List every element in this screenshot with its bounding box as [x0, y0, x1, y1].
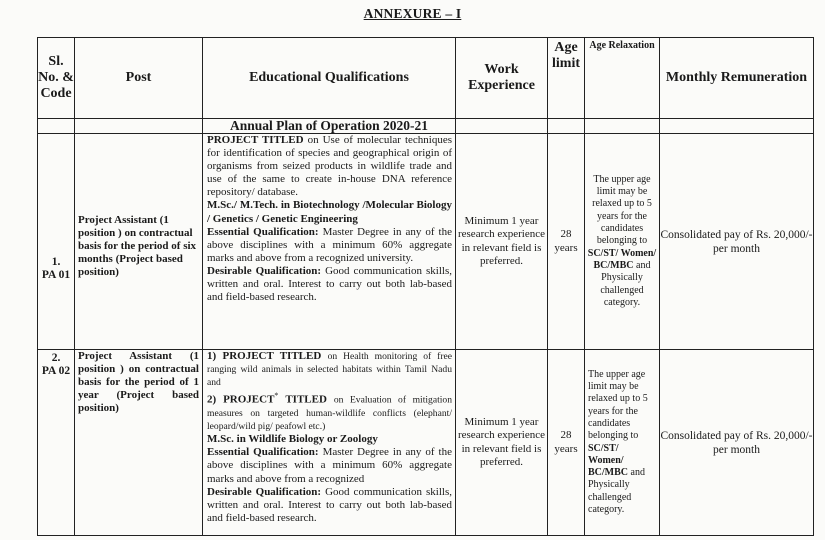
work-experience-text: Minimum 1 year research experience in relevant field is preferred. — [456, 350, 548, 536]
project-titled-label: PROJECT TITLED — [222, 350, 322, 362]
annexure-table — [37, 37, 814, 536]
degree-text: M.Sc. in Wildlife Biology or Zoology — [207, 433, 378, 446]
relaxation-categories: SC/ST/ Women/ BC/MBC — [587, 247, 657, 271]
remuneration-text: Consolidated pay of Rs. 20,000/- per month — [660, 134, 814, 350]
table-row — [38, 350, 814, 536]
relaxation-text: The upper age limit may be relaxed up to 5 years for the candidates belonging to — [588, 368, 648, 442]
essential-label: Essential Qualification: — [207, 225, 319, 238]
post-description: Project Assistant (1 position ) on contractual basis for the period of 1 year (Project based position) — [78, 350, 199, 414]
age-relaxation-cell — [585, 134, 660, 350]
row-post-code: PA 01 — [41, 269, 71, 281]
asterisk-mark: * — [274, 391, 279, 401]
age-limit-text: 28 years — [548, 350, 585, 536]
remuneration-text: Consolidated pay of Rs. 20,000/- per month — [660, 350, 814, 536]
relaxation-categories: SC/ST/ Women/ BC/MBC — [588, 442, 628, 479]
project-2-number: 2) — [207, 393, 217, 406]
header-age-limit: Age limit — [548, 38, 585, 119]
row-sl-number: 1. — [51, 256, 61, 268]
age-relaxation-cell — [585, 350, 660, 536]
desirable-label: Desirable Qualification: — [207, 485, 322, 498]
project-2-text: on Evaluation of mitigation measures on targeted human-wildlife conflicts (elephant/ leopard/wild pig/ peafowl etc.) — [207, 394, 453, 433]
project-title-text: on Use of molecular techniques for identification of species and geographical origin of organisms from seized products in wildlife trade and use of the same to create in-house DNA reference repository/ database. — [207, 134, 452, 199]
age-limit-text: 28 years — [548, 134, 585, 350]
essential-text: Master Degree in any of the above disciplines with a minimum 60% aggregate marks and above from a recognized university. — [207, 225, 453, 264]
header-age-relaxation: Age Relaxation — [585, 38, 660, 119]
qualification-cell — [203, 134, 456, 350]
essential-text: Master Degree in any of the above disciplines with a minimum 60% aggregate marks and above from a recognized — [207, 446, 453, 485]
relaxation-end: and Physically challenged category. — [588, 467, 645, 515]
relaxation-end: and Physically challenged category. — [600, 259, 651, 308]
annual-plan-heading: Annual Plan of Operation 2020-21 — [203, 119, 456, 134]
header-row — [38, 38, 814, 119]
qualification-cell — [203, 350, 456, 536]
header-work-experience: Work Experience — [456, 38, 548, 119]
desirable-text: Good communication skills, written and oral. Interest to carry out both lab-based and field-based research. — [207, 485, 452, 524]
project-1-text: on Health monitoring of free ranging wild animals in selected habitats within Tamil Nadu and — [207, 351, 453, 389]
essential-label: Essential Qualification: — [207, 446, 319, 459]
titled-label: TITLED — [285, 393, 327, 406]
row-sl-number: 2. — [51, 352, 61, 364]
table-row — [38, 134, 814, 350]
plan-row — [38, 119, 814, 134]
desirable-label: Desirable Qualification: — [207, 264, 322, 277]
work-experience-text: Minimum 1 year research experience in relevant field is preferred. — [456, 134, 548, 350]
header-monthly-remuneration: Monthly Remuneration — [660, 38, 814, 119]
post-description: Project Assistant (1 position ) on contractual basis for the period of six months (Project based position) — [78, 214, 197, 278]
header-educational-qualifications: Educational Qualifications — [203, 38, 456, 119]
row-post-code: PA 02 — [41, 365, 71, 377]
header-post: Post — [75, 38, 203, 119]
header-sl-no: Sl. No. & Code — [38, 38, 75, 119]
desirable-text: Good communication skills, written and oral. Interest to carry out both lab-based and field-based research. — [207, 264, 452, 304]
annexure-title: ANNEXURE – I — [363, 6, 462, 21]
degree-text: M.Sc./ M.Tech. in Biotechnology /Molecular Biology / Genetics / Genetic Engineering — [207, 199, 452, 225]
project-label: PROJECT — [223, 393, 275, 406]
relaxation-text: The upper age limit may be relaxed up to 5 years for the candidates belonging to — [592, 173, 652, 247]
project-titled-label: PROJECT TITLED — [207, 134, 304, 146]
project-1-number: 1) — [207, 350, 217, 362]
